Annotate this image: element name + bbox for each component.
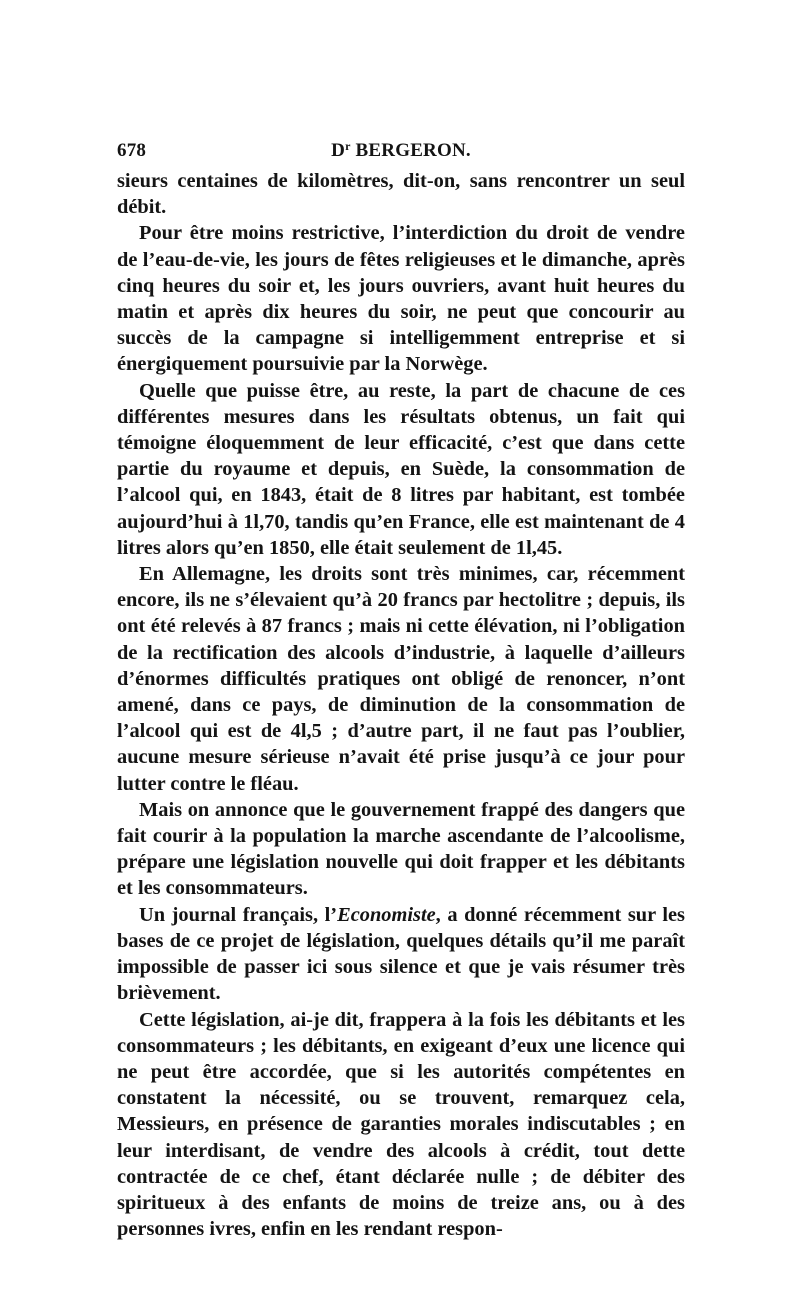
page-number: 678 [117, 140, 147, 161]
body-text [117, 168, 685, 1242]
running-head-superscript: r [345, 139, 351, 153]
paragraph-continuation: sieurs centaines de kilomètres, dit-on, sans rencontrer un seul débit. [117, 170, 685, 219]
running-head [117, 140, 685, 162]
paragraph: Cette législation, ai-je dit, frappera à la fois les débitants et les consommateurs ; les débitants, en exigeant d’eux une licence qui ne peut être accordée, que si les autorités compétentes en constatent la nécessité, ou se trouvent, remarquez cela, Messieurs, en présence de garanties morales indiscutables ; en leur interdisant, de vendre des alcools à crédit, tout dette contractée de ce chef, étant déclarée nulle ; de débiter des spiritueux à des enfants de moins de treize ans, ou à des personnes ivres, enfin en les rendant respon- [117, 1008, 685, 1241]
paragraph: Pour être moins restrictive, l’interdiction du droit de vendre de l’eau-de-vie, les jours de fêtes religieuses et le dimanche, après cinq heures du soir et, les jours ouvriers, avant huit heures du matin et après dix heures du soir, ne peut que concourir au succès de la campagne si intelligemment entreprise et si énergiquement poursuivie par la Norwège. [117, 222, 685, 376]
paragraph: Quelle que puisse être, au reste, la part de chacune de ces différentes mesures dans les résultats obtenus, un fait qui témoigne éloquemment de leur efficacité, c’est que dans cette partie du royaume et depuis, en Suède, la consommation de l’alcool qui, en 1843, était de 8 litres par habitant, est tombée aujourd’hui à 1l,70, tandis qu’en France, elle est maintenant de 4 litres alors qu’en 1850, elle était seulement de 1l,45. [117, 379, 685, 559]
paragraph-text-after: , a donné récemment sur les bases de ce projet de législation, quelques détails qu’il me paraît impossible de passer ici sous silence et que je vais résumer très brièvement. [117, 903, 685, 1005]
paragraph [117, 902, 685, 1007]
running-head-prefix: D [331, 140, 346, 161]
paragraph: Mais on annonce que le gouvernement frappé des dangers que fait courir à la population la marche ascendante de l’alcoolisme, prépare une législation nouvelle qui doit frapper et les débitants et les consommateurs. [117, 798, 685, 900]
running-head-name: BERGERON. [350, 140, 471, 161]
journal-title: Economiste [337, 903, 436, 926]
page-header [117, 140, 685, 166]
paragraph: En Allemagne, les droits sont très minimes, car, récemment encore, ils ne s’élevaient qu’à 20 francs par hectolitre ; depuis, ils ont été relevés à 87 francs ; mais ni cette élévation, ni l’obligation de la rectification des alcools d’industrie, à laquelle d’ailleurs d’énormes difficultés pratiques ont obligé de renoncer, n’ont amené, dans ce pays, de diminution de la consommation de l’alcool qui est de 4l,5 ; d’autre part, il ne faut pas l’oublier, aucune mesure sérieuse n’avait été prise jusqu’à ce jour pour lutter contre le fléau. [117, 563, 685, 795]
paragraph-text-before: Un journal français, l’ [139, 903, 338, 926]
